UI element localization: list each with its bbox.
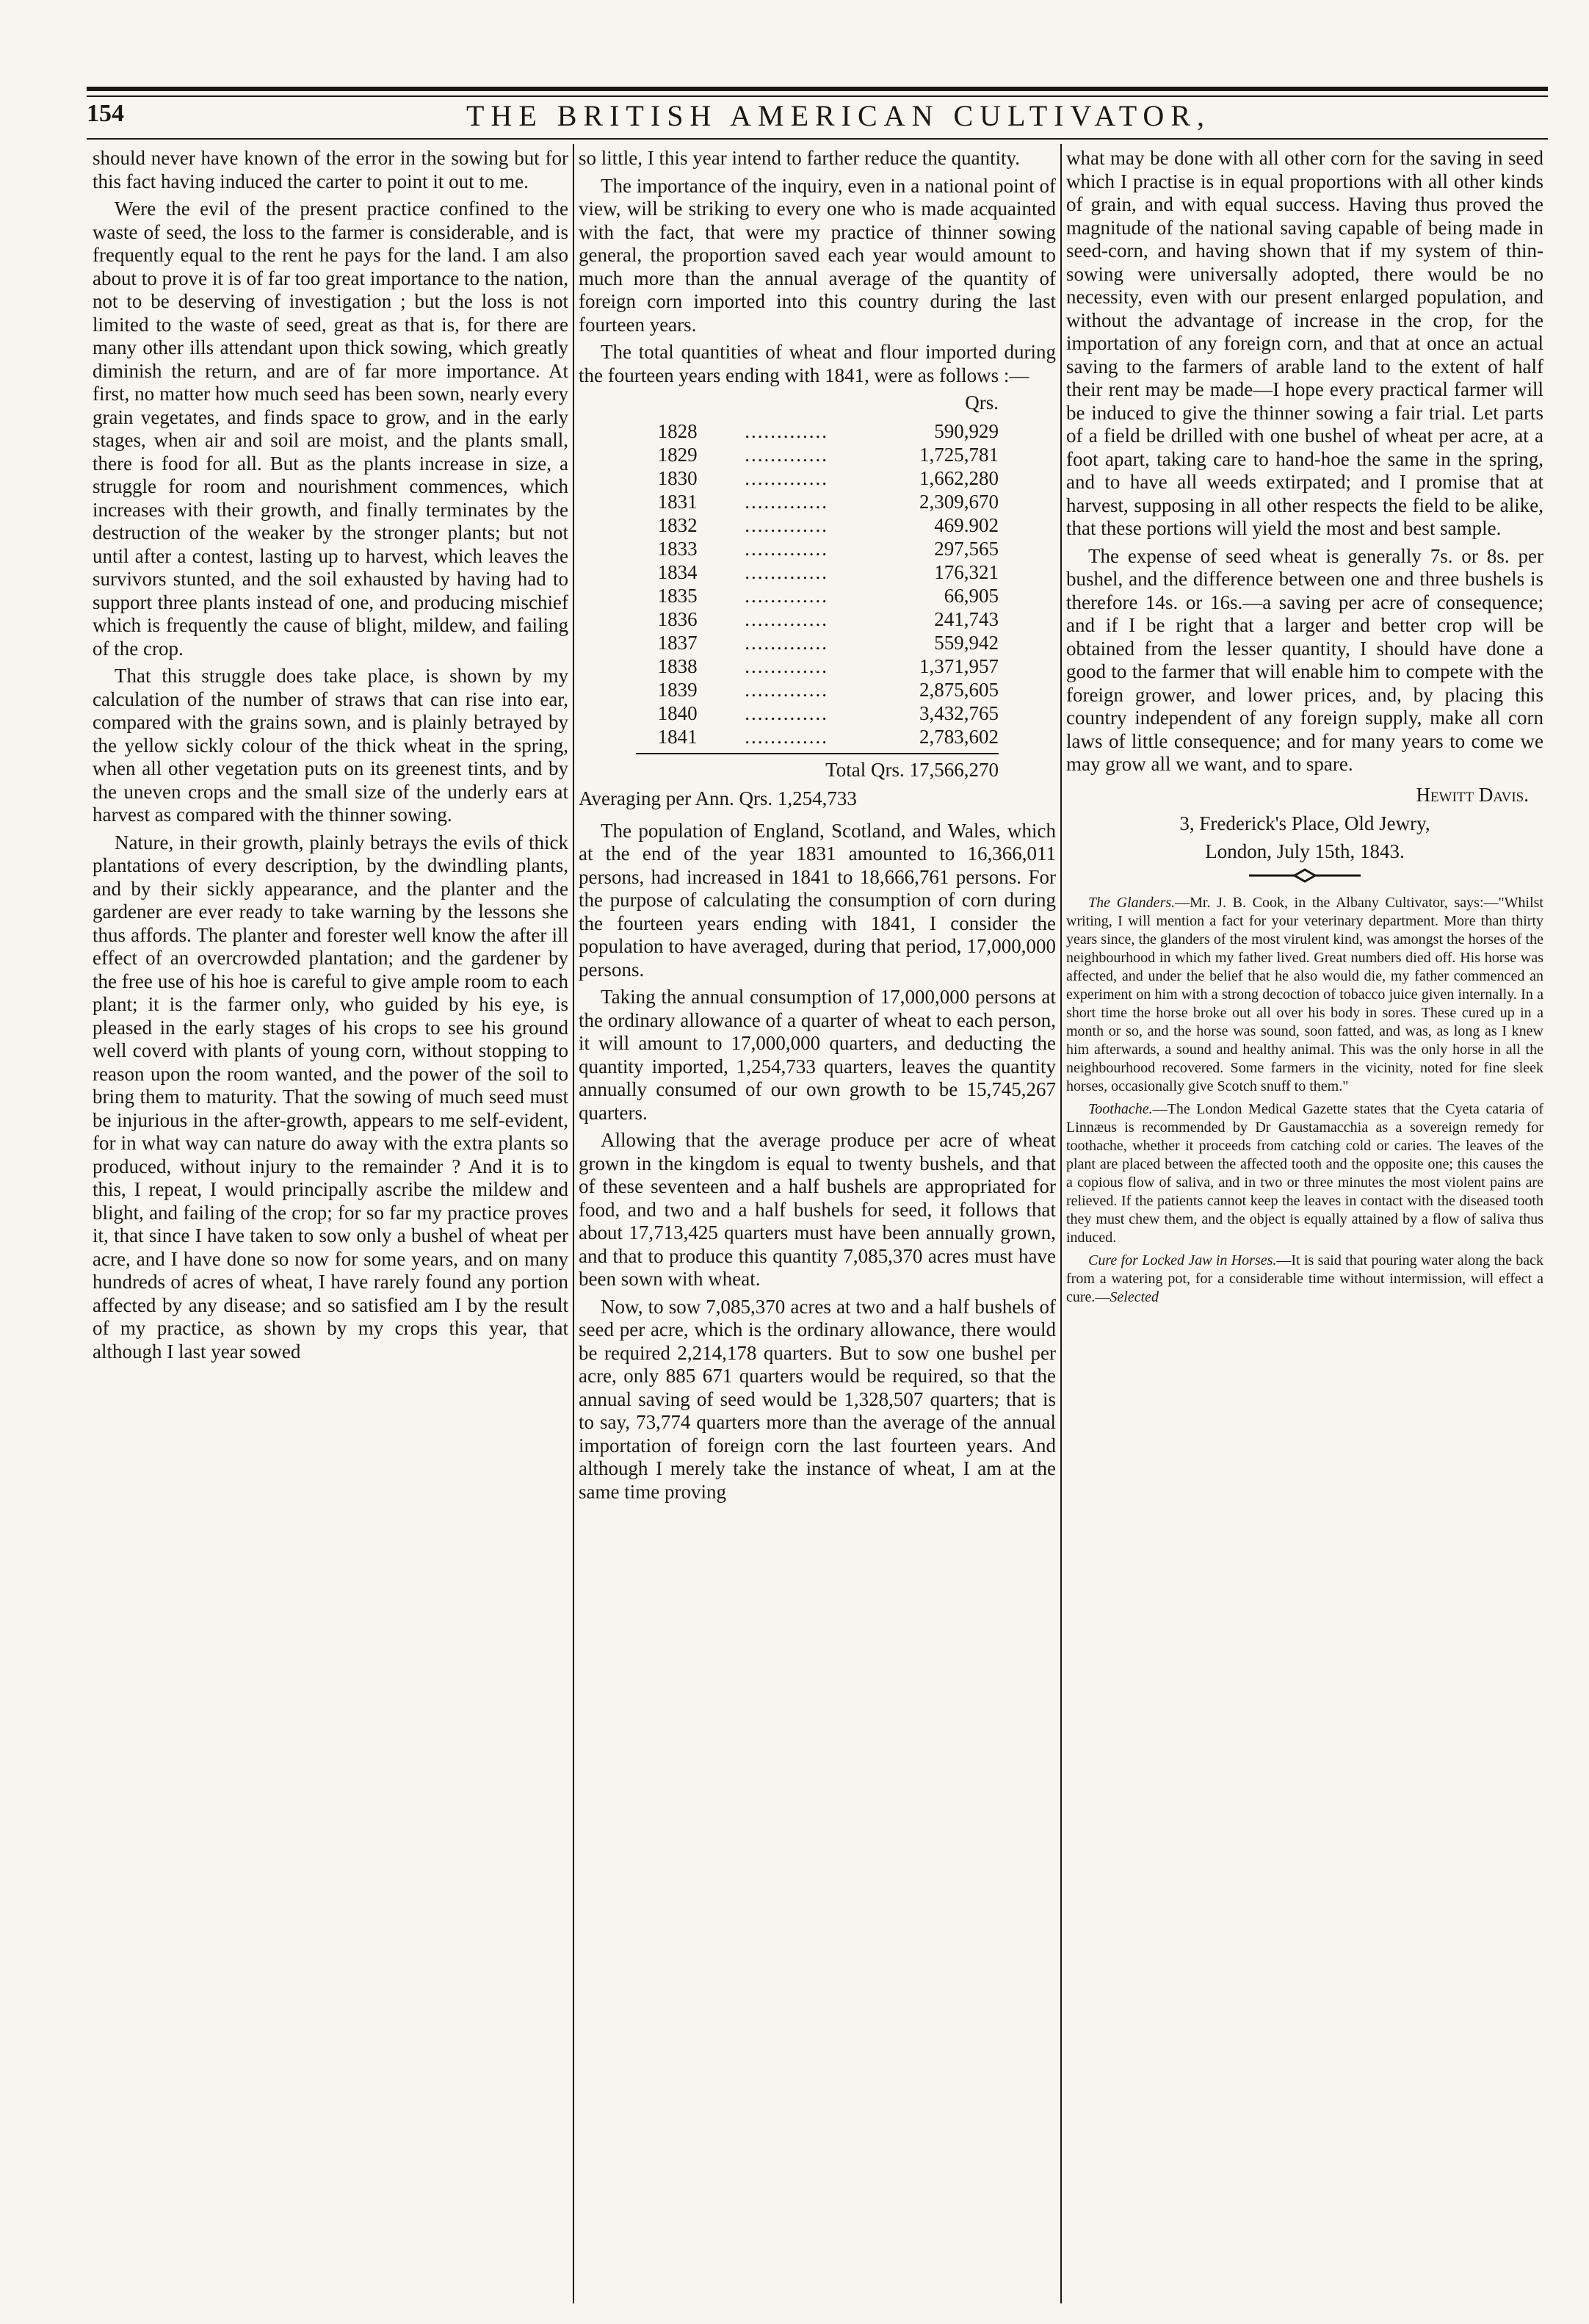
leader-dots: ............. (745, 490, 828, 513)
item-source: Selected (1110, 1289, 1159, 1305)
year-cell: 1838 (657, 654, 698, 677)
year-cell: 1829 (657, 443, 698, 466)
year-cell: 1841 (657, 725, 698, 748)
leader-dots: ............. (745, 537, 828, 560)
table-row (636, 560, 999, 584)
address-line: London, July 15th, 1843. (1205, 840, 1405, 862)
year-cell: 1832 (657, 513, 698, 536)
value-cell: 469.902 (934, 513, 999, 536)
leader-dots: ............. (745, 631, 828, 654)
paragraph: That this struggle does take place, is shown by my calculation of the number of straws that can rise into ear, compared with the grains sown, and is plainly betrayed by the yellow sickly colour of the thick wheat in the spring, when all other vegetation puts on its greenest tints, and by the uneven crops and the small size of the underly ears at harvest as compared with the thinner sowing. (93, 665, 568, 826)
paragraph: The total quantities of wheat and flour imported during the fourteen years ending with 1841, were as follows :— (579, 341, 1056, 386)
item-glanders (1066, 894, 1543, 1096)
table-row (636, 513, 999, 537)
item-title: Cure for Locked Jaw in Horses. (1088, 1252, 1277, 1269)
table-average: Averaging per Ann. Qrs. 1,254,733 (579, 787, 857, 809)
table-row (636, 443, 999, 466)
leader-dots: ............. (745, 725, 828, 748)
item-body: —Mr. J. B. Cook, in the Albany Cultivator, says:—"Whilst writing, I will mention a fact for your veterinary department. More than thirty years since, the glanders of the most virulent kind, was amongst the horses of the neighbourhood in which my father lived. Great numbers died off. His horse was affected, and under the belief that he also would die, my father commenced an experiment on him with a strong decoction of tobacco juice given internally. In a short time the horse broke out all over his body in sores. These cured up in a month or so, and the horse was sound, soon fatted, and was, as long as I knew him afterwards, a sound and healthy animal. This was the only horse in all the neighbourhood recovered. Some farmers in the vicinity, noted for fine sleek horses, occasionally give Scotch snuff to them." (1066, 895, 1543, 1094)
leader-dots: ............. (745, 443, 828, 466)
paragraph: Allowing that the average produce per acre of wheat grown in the kingdom is equal to twenty bushels, and that of these seventeen and a half bushels are appropriated for food, and two and a half bushels for seed, it follows that about 17,713,425 quarters must have been annually grown, and that to produce this quantity 7,085,370 acres must have been sown with wheat. (579, 1129, 1056, 1290)
item-toothache (1066, 1100, 1543, 1247)
column-2 (579, 147, 1056, 2306)
column-divider (1060, 144, 1062, 2303)
table-row (636, 678, 999, 701)
leader-dots: ............. (745, 584, 828, 607)
year-cell: 1839 (657, 678, 698, 701)
table-row (636, 701, 999, 725)
value-cell: 3,432,765 (919, 701, 999, 724)
paragraph: Taking the annual consumption of 17,000,000 persons at the ordinary allowance of a quarter of wheat to each person, it will amount to 17,000,000 quarters, and deducting the quantity imported, 1,254,733 quarters, leaves the quantity annually consumed of our own growth to be 15,745,267 quarters. (579, 986, 1056, 1124)
column-3 (1066, 147, 1543, 2306)
column-1 (93, 147, 568, 2306)
leader-dots: ............. (745, 419, 828, 442)
table-total-rule (636, 753, 999, 754)
year-cell: 1833 (657, 537, 698, 560)
value-cell: 2,783,602 (919, 725, 999, 748)
year-cell: 1837 (657, 631, 698, 654)
table-row (636, 725, 999, 748)
leader-dots: ............. (745, 513, 828, 536)
table-row (636, 466, 999, 490)
item-body: —The London Medical Gazette states that the Cyeta cataria of Linnæus is recommended by Dr Gaustamacchia as a sovereign remedy for toothache, whether it proceeds from catching cold or caries. The leaves of the plant are placed between the affected tooth and the opposite one; this causes the a copious flow of saliva, and in two or three minutes the most violent pains are relieved. If the patients cannot keep the leaves in contact with the diseased tooth they must chew them, and the object is equally attained by a flow of saliva thus induced. (1066, 1101, 1543, 1246)
table-row (636, 419, 999, 443)
header-rule (87, 138, 1548, 140)
value-cell: 1,371,957 (919, 654, 999, 677)
leader-dots: ............. (745, 678, 828, 701)
year-cell: 1835 (657, 584, 698, 607)
item-title: The Glanders. (1088, 895, 1176, 911)
paragraph: should never have known of the error in the sowing but for this fact having induced the carter to point it out to me. (93, 147, 568, 192)
table-row (636, 607, 999, 631)
value-cell: 1,662,280 (919, 466, 999, 489)
leader-dots: ............. (745, 466, 828, 489)
year-cell: 1840 (657, 701, 698, 724)
item-lockjaw (1066, 1252, 1543, 1307)
page-number: 154 (87, 100, 124, 127)
top-rule (87, 87, 1548, 91)
year-cell: 1836 (657, 607, 698, 630)
table-row (636, 631, 999, 654)
paragraph: so little, I this year intend to farther reduce the quantity. (579, 147, 1021, 169)
paragraph: The population of England, Scotland, and Wales, which at the end of the year 1831 amounted to 16,366,011 persons, had increased in 1841 to 18,666,761 persons. For the purpose of calculating the consumption of corn during the fourteen years ending with 1841, I consider the population to have averaged, during that period, 17,000,000 persons. (579, 819, 1056, 981)
paragraph: The importance of the inquiry, even in a national point of view, will be striking to every one who is made acquainted with the fact, that were my practice of thinner sowing general, the proportion saved each year would amount to much more than the annual average of the quantity of foreign corn imported into this country during the last fourteen years. (579, 174, 1056, 336)
paragraph: Now, to sow 7,085,370 acres at two and a half bushels of seed per acre, which is the ordinary allowance, there would be required 2,214,178 quarters. But to sow one bushel per acre, only 885 671 quarters would be required, so that the annual saving of seed would be 1,328,507 quarters; that is to say, 73,774 quarters more than the average of the annual importation of foreign corn the last fourteen years. And although I merely take the instance of wheat, I am at the same time proving (579, 1295, 1056, 1503)
table-row (636, 537, 999, 560)
address-line: 3, Frederick's Place, Old Jewry, (1179, 812, 1430, 834)
top-rule-thin (87, 95, 1548, 97)
leader-dots: ............. (745, 560, 828, 583)
paragraph: Nature, in their growth, plainly betrays the evils of thick plantations of every description, by the dwindling plants, and by their sickly appearance, and the planter and the gardener are ever ready to take warning by the lessons she thus affords. The planter and forester well know the after ill effect of an overcrowded plantation; and the gardener by the free use of his hoe is careful to give ample room to each plant; it is the farmer only, who guided by his eye, is pleased in the early stages of his crops to see his ground well coverd with plants of young corn, without stopping to reason upon the room wanted, and the power of the soil to bring them to maturity. That the sowing of much seed must be injurious in the after-growth, appears to me self-evident, for in what way can nature do away with the extra plants so produced, without injury to the remainder ? And it is to this, I repeat, I would principally ascribe the mildew and blight, and failing of the crop; for so far my practice proves it, that since I have taken to sow only a bushel of wheat per acre, and I have done so now for some years, and on many hundreds of acres of wheat, I have rarely found any portion affected by any disease; and so satisfied am I by the result of my practice, as shown by my crops this year, that although I last year sowed (93, 831, 568, 1363)
value-cell: 2,875,605 (919, 678, 999, 701)
ornament-divider-icon (1246, 867, 1364, 884)
table-row (636, 654, 999, 678)
table-row (636, 490, 999, 513)
item-title: Toothache. (1088, 1101, 1153, 1117)
value-cell: 297,565 (934, 537, 999, 560)
value-cell: 1,725,781 (919, 443, 999, 466)
column-divider (573, 144, 574, 2303)
paragraph: The expense of seed wheat is generally 7s. or 8s. per bushel, and the difference between one and three bushels is therefore 14s. or 16s.—a saving per acre of consequence; and if I be right that a larger and better crop will be obtained from the lesser quantity, I should have done a good to the farmer that will enable him to compete with the foreign grower, and lower prices, and, by placing this country independent of any foreign supply, make all corn laws of little consequence; and for many years to come we may grow all we want, and to spare. (1066, 544, 1543, 775)
table-total: Total Qrs. 17,566,270 (825, 758, 999, 781)
item-body: —It is said that pouring water along the back from a watering pot, for a considerable time without intermission, will effect a cure.— (1066, 1252, 1543, 1305)
author-signature: Hewitt Davis. (1416, 783, 1529, 806)
value-cell: 2,309,670 (919, 490, 999, 513)
paragraph: Were the evil of the present practice confined to the waste of seed, the loss to the farmer is considerable, and is frequently equal to the rent he pays for the land. I am also about to prove it is of far too great importance to the nation, not to be deserving of investigation ; but the loss is not limited to the waste of seed, great as that is, for there are many other ills attendant upon thick sowing, which greatly diminish the return, and are of far more importance. At first, no matter how much seed has been sown, nearly every grain vegetates, and finds space to grow, and in the early stages, when air and soil are moist, and the plants small, there is food for all. But as the plants increase in size, a struggle for room and nourishment commences, which increases with their growth, and finally terminates by the destruction of the weaker by the stronger plants; but not until after a contest, lasting up to harvest, which leaves the survivors stunted, and the soil exhausted by having had to support three plants instead of one, and producing mischief which is frequently the cause of blight, mildew, and failing of the crop. (93, 198, 568, 660)
value-cell: 176,321 (934, 560, 999, 583)
leader-dots: ............. (745, 654, 828, 677)
table-row (636, 584, 999, 607)
paragraph: what may be done with all other corn for the saving in seed which I practise is in equal proportions with all other kinds of grain, and with equal success. Having thus proved the magnitude of the national saving capable of being made in seed-corn, and having shown that if my system of thin-sowing were universally adopted, there would be no necessity, even with our present enlarged population, and without the advantage of increase in the crop, for the importation of any foreign corn, and that at once an actual saving to the farmers of arable land to the extent of half their rent may be made—I hope every practical farmer will be induced to give the thinner sowing a fair trial. Let parts of a field be drilled with one bushel of wheat per acre, at a foot apart, taking care to hand-hoe the same in the spring, and to have all weeds extirpated; and I promise that at harvest, supposing in all other respects the field to be alike, that these portions will yield the most and best sample. (1066, 147, 1543, 539)
value-cell: 241,743 (934, 607, 999, 630)
leader-dots: ............. (745, 701, 828, 724)
running-title: THE BRITISH AMERICAN CULTIVATOR, (466, 99, 1211, 132)
year-cell: 1830 (657, 466, 698, 489)
year-cell: 1831 (657, 490, 698, 513)
import-table (636, 419, 999, 748)
leader-dots: ............. (745, 607, 828, 630)
value-cell: 559,942 (934, 631, 999, 654)
value-cell: 66,905 (944, 584, 999, 607)
value-cell: 590,929 (934, 419, 999, 442)
year-cell: 1828 (657, 419, 698, 442)
table-unit-header: Qrs. (965, 391, 999, 414)
year-cell: 1834 (657, 560, 698, 583)
